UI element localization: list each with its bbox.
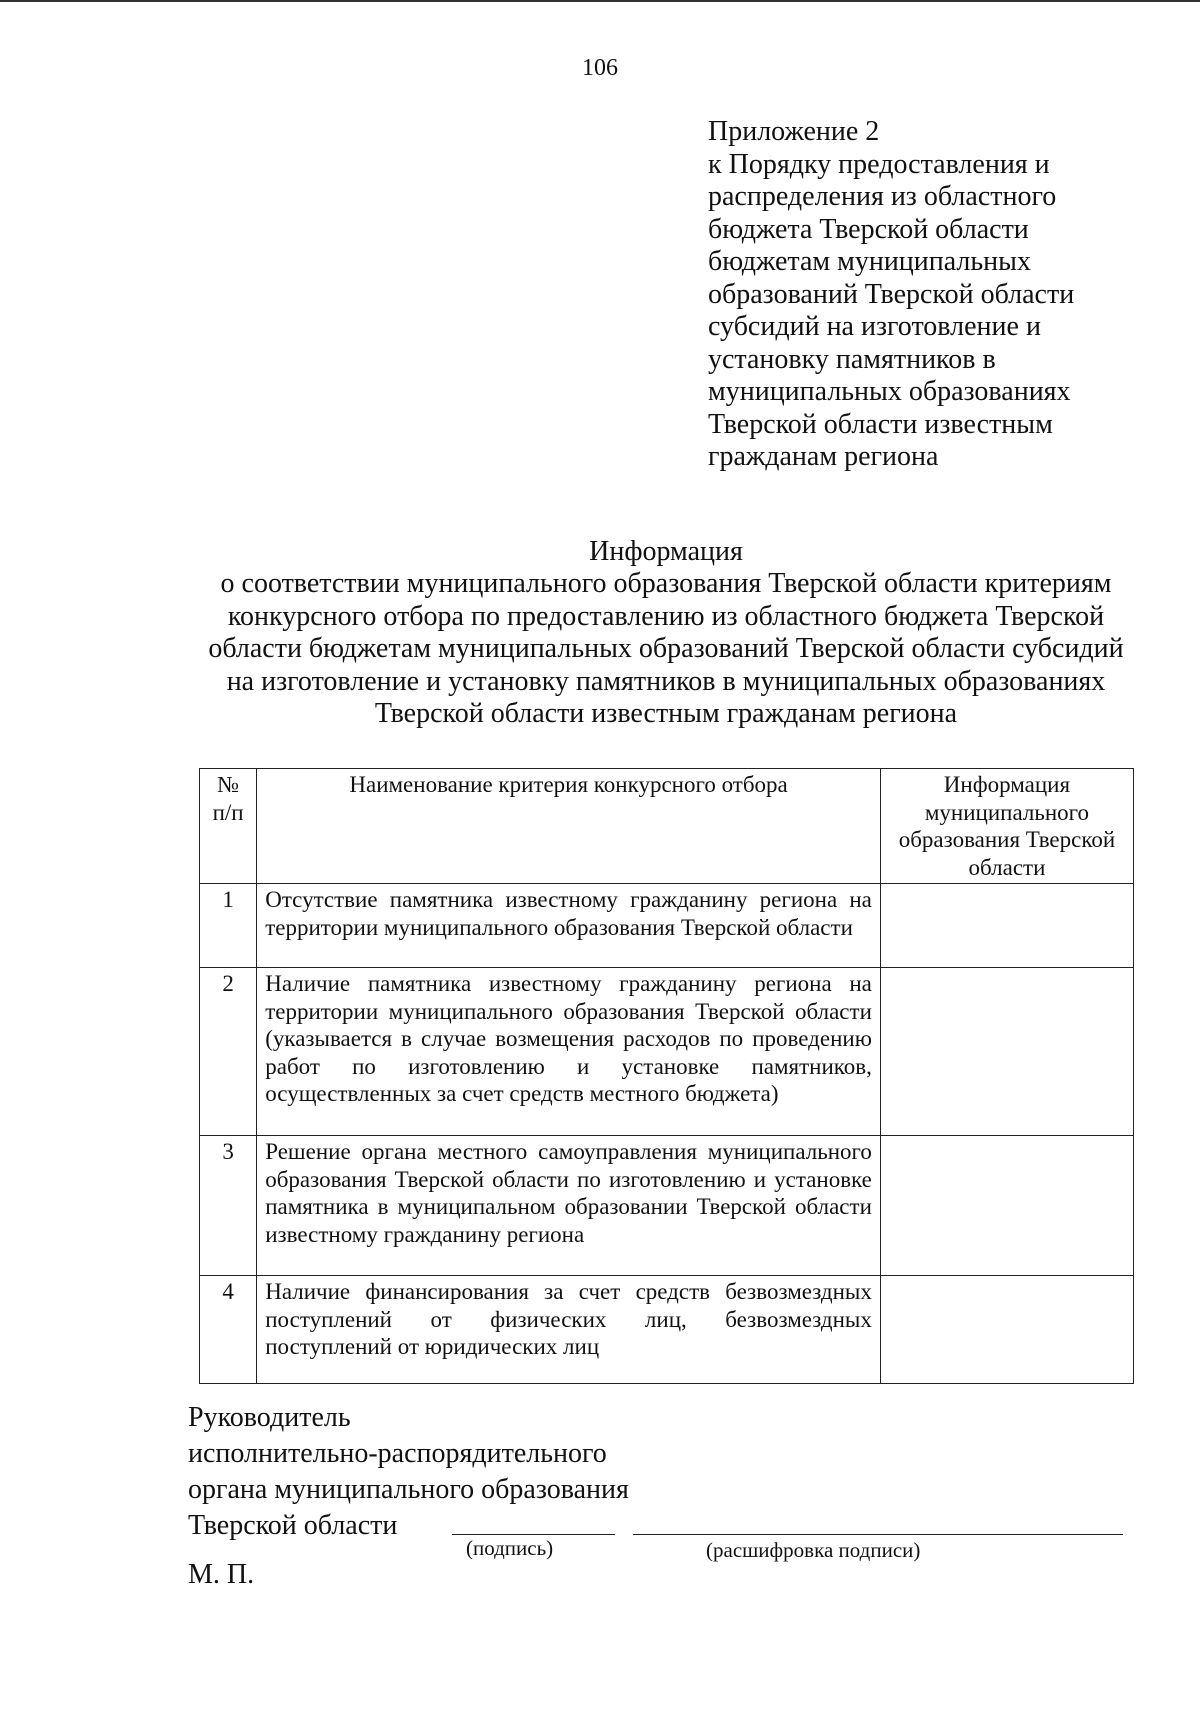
subtitle-line: о соответствии муниципального образования Тверской области критериям — [220, 568, 1112, 599]
table-row — [200, 884, 1134, 968]
appendix-line: субсидий на изготовление и — [708, 311, 1041, 342]
appendix-line: бюджетам муниципальных — [708, 246, 1031, 277]
appendix-line: распределения из областного — [708, 181, 1057, 212]
table-row — [200, 968, 1134, 1136]
criterion-name: Наличие памятника известному гражданину региона на территории муниципального образования Тверской области (указывается в случае возмещения расходов по проведению работ по изготовлению и установке памятников, осуществленных за счет средств местного бюджета) — [257, 968, 881, 1136]
signature-decode-line — [633, 1534, 1123, 1535]
appendix-line: муниципальных образованиях — [708, 376, 1071, 407]
appendix-line: гражданам региона — [708, 441, 939, 472]
page-edge — [0, 0, 1200, 2]
subtitle-line: области бюджетам муниципальных образований Тверской области субсидий — [208, 633, 1124, 664]
municipality-info-cell — [880, 884, 1133, 968]
appendix-line: образований Тверской области — [708, 278, 1075, 310]
signature-caption: (подпись) — [466, 1536, 554, 1560]
signature-line — [452, 1534, 615, 1535]
appendix-line: установку памятников в — [708, 343, 996, 375]
appendix-line: Тверской области известным — [708, 408, 1053, 440]
appendix-line: Приложение 2 — [708, 116, 880, 147]
criterion-name: Отсутствие памятника известному гражданину региона на территории муниципального образования Тверской области — [257, 884, 881, 968]
header-criterion-name: Наименование критерия конкурсного отбора — [257, 769, 881, 884]
row-number: 2 — [200, 968, 257, 1136]
document-subtitle — [160, 568, 1172, 731]
document-title: Информация — [589, 536, 743, 567]
row-number: 1 — [200, 884, 257, 968]
table-header-row — [200, 769, 1134, 884]
municipality-info-cell — [880, 1276, 1133, 1384]
signatory-line: органа муниципального образования — [188, 1474, 629, 1505]
signature-decode-caption: (расшифровка подписи) — [706, 1538, 921, 1562]
header-number: № п/п — [200, 769, 257, 884]
row-number: 4 — [200, 1276, 257, 1384]
signatory-line: Тверской области — [188, 1510, 398, 1541]
subtitle-line: Тверской области известным гражданам региона — [374, 698, 958, 729]
subtitle-line: конкурсного отбора по предоставлению из областного бюджета Тверской — [227, 600, 1105, 632]
header-municipality-info: Информация муниципального образования Тверской области — [880, 769, 1133, 884]
signatory-line: исполнительно-распорядительного — [188, 1438, 607, 1469]
stamp-place-label: М. П. — [188, 1559, 255, 1590]
table-row — [200, 1136, 1134, 1276]
criterion-name: Решение органа местного самоуправления муниципального образования Тверской области по изготовлению и установке памятника в муниципальном образовании Тверской области известному гражданину региона — [257, 1136, 881, 1276]
signatory-line: Руководитель — [188, 1402, 351, 1433]
page-number: 106 — [582, 55, 618, 81]
appendix-header — [708, 116, 1178, 474]
municipality-info-cell — [880, 1136, 1133, 1276]
appendix-line: к Порядку предоставления и — [708, 148, 1050, 180]
criteria-table — [199, 768, 1134, 1384]
subtitle-line: на изготовление и установку памятников в муниципальных образованиях — [226, 665, 1106, 697]
table-row — [200, 1276, 1134, 1384]
municipality-info-cell — [880, 968, 1133, 1136]
criterion-name: Наличие финансирования за счет средств безвозмездных поступлений от физических лиц, безвозмездных поступлений от юридических лиц — [257, 1276, 881, 1384]
signatory-block — [188, 1400, 629, 1544]
appendix-line: бюджета Тверской области — [708, 213, 1029, 245]
row-number: 3 — [200, 1136, 257, 1276]
